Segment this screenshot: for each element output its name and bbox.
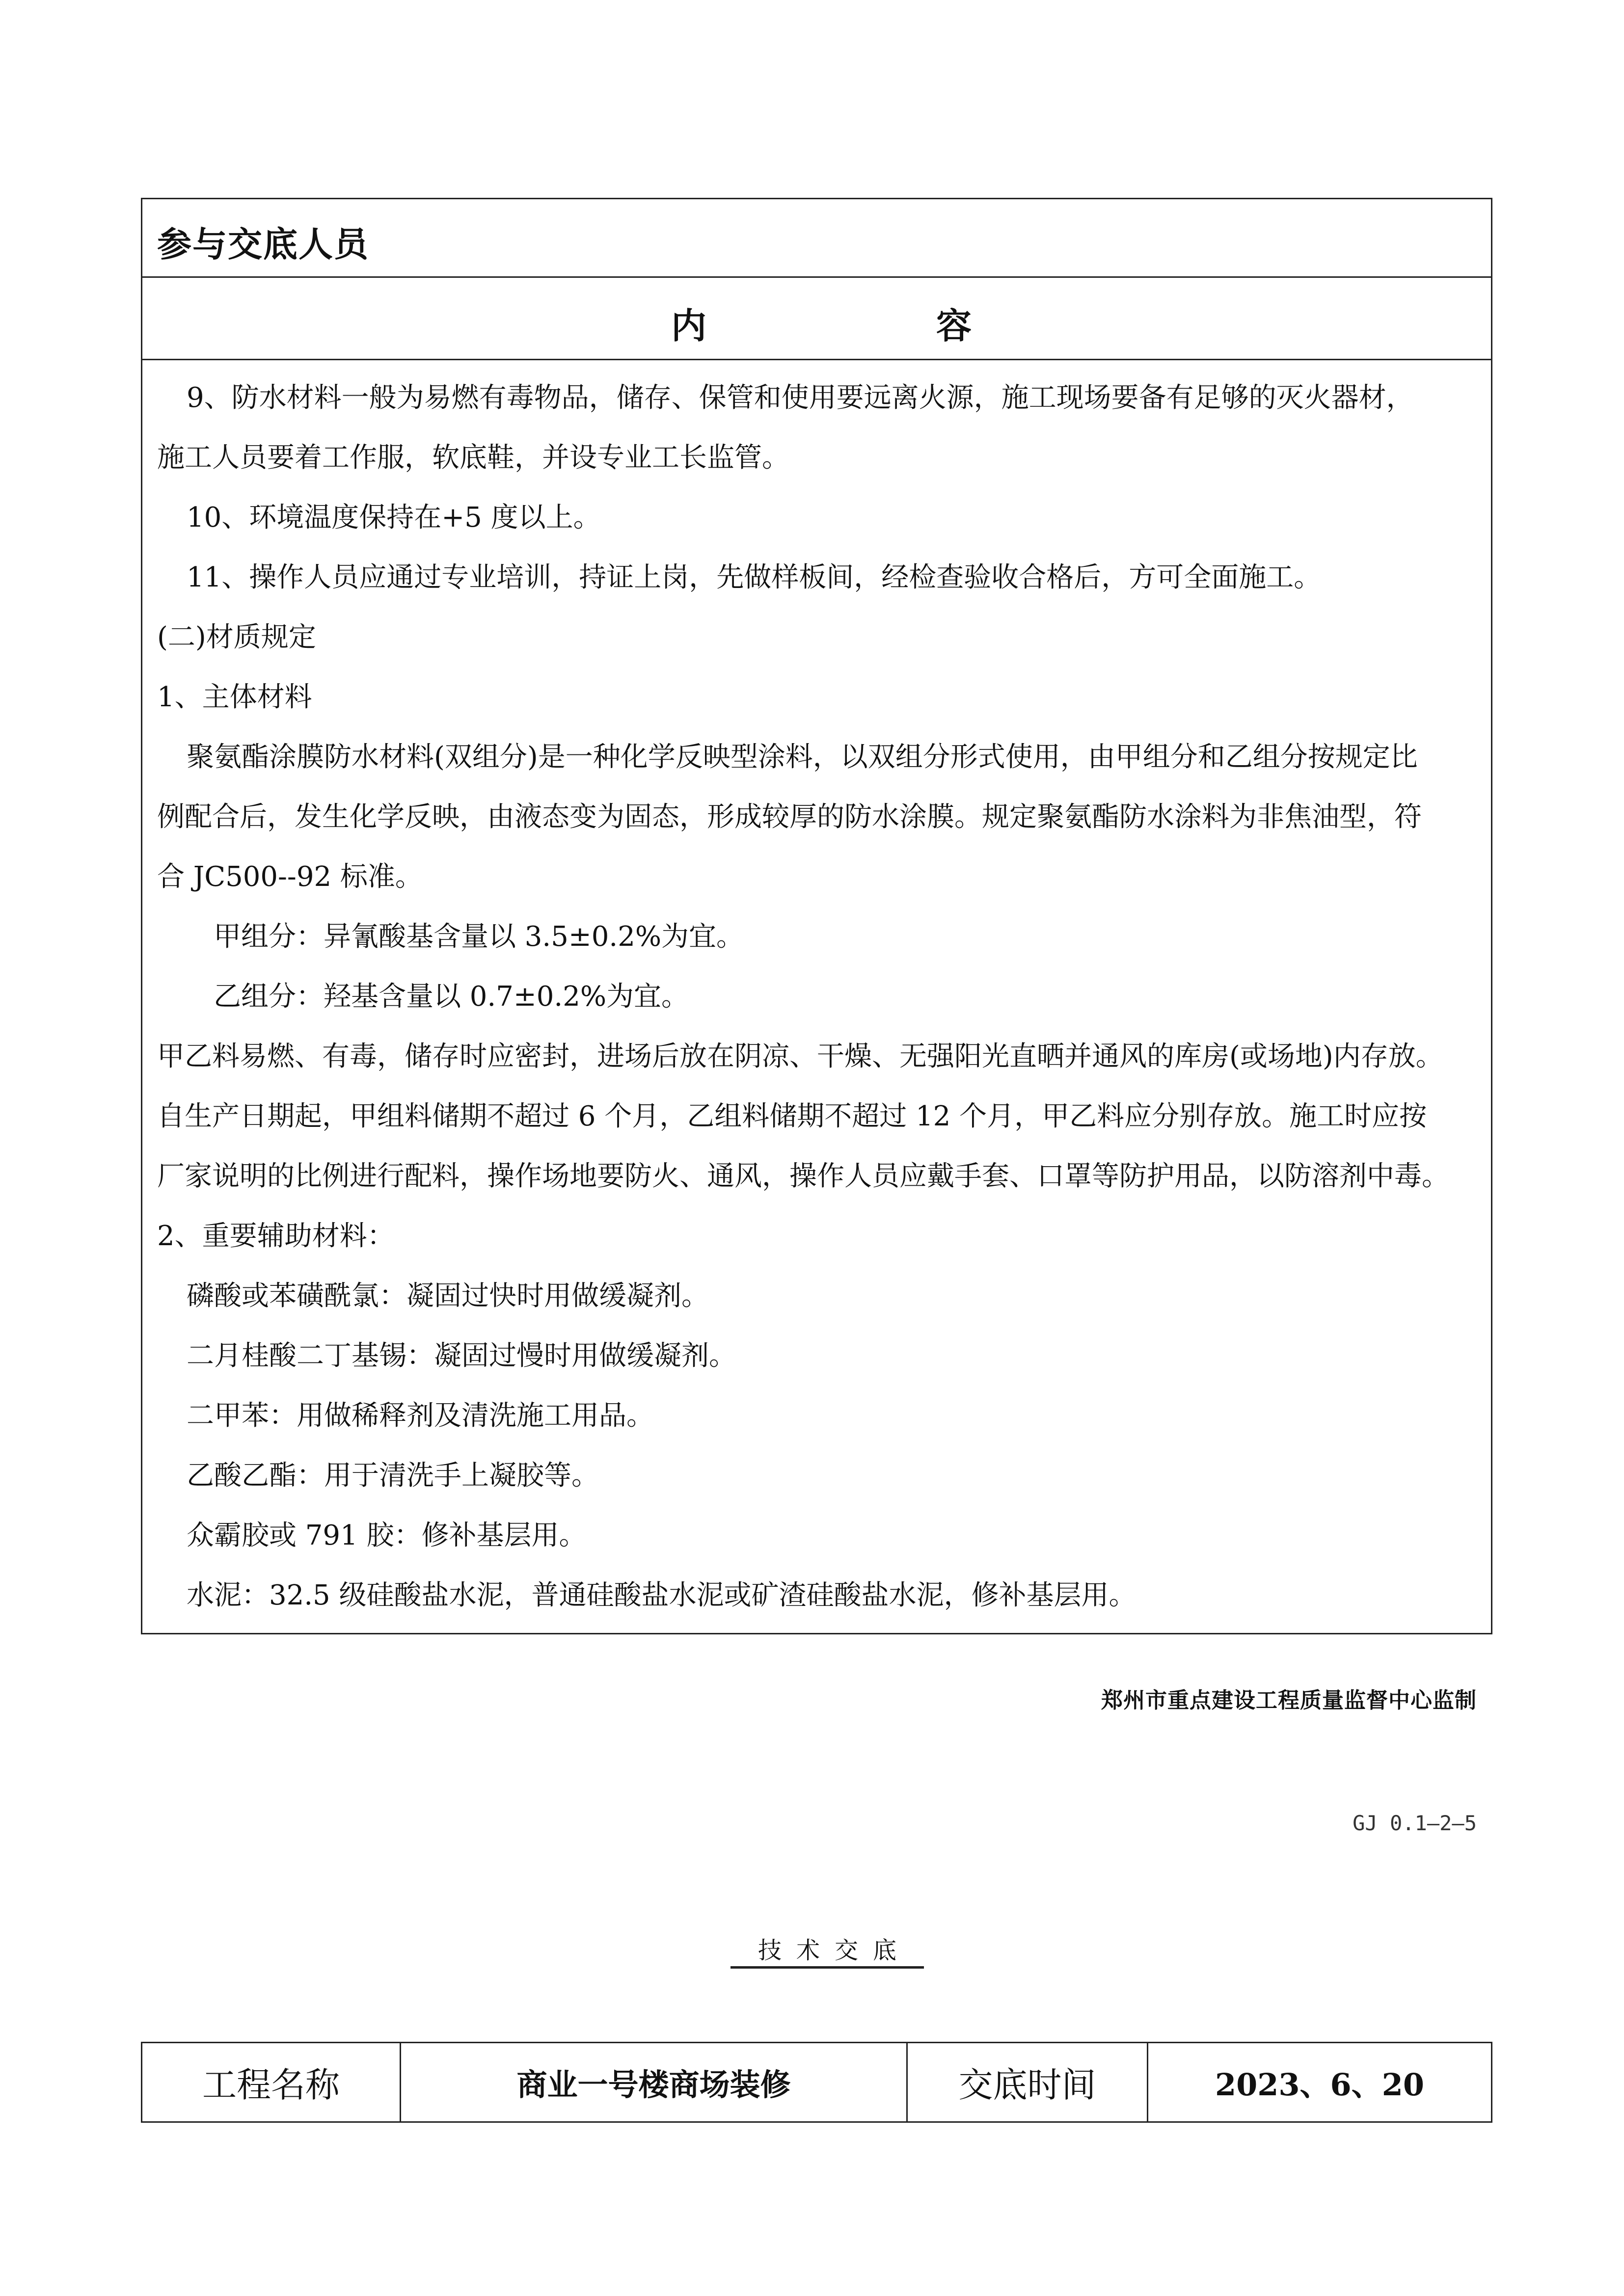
handover-date-label: 交底时间 [908, 2043, 1148, 2121]
project-info-table [141, 2042, 1492, 2123]
content-body [142, 360, 1491, 1633]
content-line: 二甲苯：用做稀释剂及清洗施工用品。 [187, 1400, 654, 1432]
content-line: 磷酸或苯磺酰氯：凝固过快时用做缓凝剂。 [187, 1280, 709, 1312]
document-code: GJ 0.1—2—5 [1353, 1811, 1477, 1835]
handover-date-value: 2023、6、20 [1215, 2067, 1424, 2103]
content-line: (二)材质规定 [157, 621, 316, 653]
content-line: 施工人员要着工作服，软底鞋，并设专业工长监管。 [157, 442, 789, 474]
content-line: 甲乙料易燃、有毒，储存时应密封，进场后放在阴凉、干燥、无强阳光直晒并通风的库房(或场地)内存放。 [157, 1041, 1443, 1072]
content-heading-left: 内 [671, 305, 707, 347]
content-line: 1、主体材料 [157, 681, 312, 713]
content-line: 9、防水材料一般为易燃有毒物品，储存、保管和使用要远离火源，施工现场要备有足够的灭火器材， [187, 382, 1414, 414]
participants-label: 参与交底人员 [157, 224, 369, 265]
content-line: 例配合后，发生化学反映，由液态变为固态，形成较厚的防水涂膜。规定聚氨酯防水涂料为非焦油型，符 [157, 801, 1422, 833]
content-line: 乙酸乙酯：用于清洗手上凝胶等。 [187, 1460, 599, 1492]
content-line: 众霸胶或 791 胶：修补基层用。 [187, 1520, 587, 1551]
participants-row [142, 199, 1491, 278]
footer-organization: 郑州市重点建设工程质量监督中心监制 [1101, 1688, 1477, 1713]
content-line: 10、环境温度保持在+5 度以上。 [187, 502, 601, 534]
project-name-label: 工程名称 [142, 2043, 401, 2121]
content-line: 合 JC500--92 标准。 [157, 861, 423, 893]
content-line: 11、操作人员应通过专业培训，持证上岗，先做样板间，经检查验收合格后，方可全面施工。 [187, 561, 1322, 593]
content-line: 水泥：32.5 级硅酸盐水泥，普通硅酸盐水泥或矿渣硅酸盐水泥，修补基层用。 [187, 1579, 1137, 1611]
form-title-underline [731, 1966, 924, 1969]
content-line: 甲组分：异氰酸基含量以 3.5±0.2%为宜。 [214, 921, 744, 953]
content-line: 厂家说明的比例进行配料，操作场地要防火、通风，操作人员应戴手套、口罩等防护用品，以防溶剂中毒。 [157, 1160, 1449, 1192]
content-line: 聚氨酯涂膜防水材料(双组分)是一种化学反映型涂料，以双组分形式使用，由甲组分和乙组分按规定比 [187, 741, 1418, 773]
content-line: 2、重要辅助材料： [157, 1220, 395, 1252]
content-line: 自生产日期起，甲组料储期不超过 6 个月，乙组料储期不超过 12 个月，甲乙料应分别存放。施工时应按 [157, 1100, 1427, 1132]
content-line: 二月桂酸二丁基锡：凝固过慢时用做缓凝剂。 [187, 1340, 736, 1372]
content-line: 乙组分：羟基含量以 0.7±0.2%为宜。 [214, 981, 689, 1013]
content-heading-right: 容 [936, 305, 972, 347]
content-table [141, 198, 1492, 1634]
content-heading-row [142, 278, 1491, 360]
project-name-value: 商业一号楼商场装修 [401, 2043, 908, 2121]
form-title: 技术交底 [758, 1937, 911, 1964]
